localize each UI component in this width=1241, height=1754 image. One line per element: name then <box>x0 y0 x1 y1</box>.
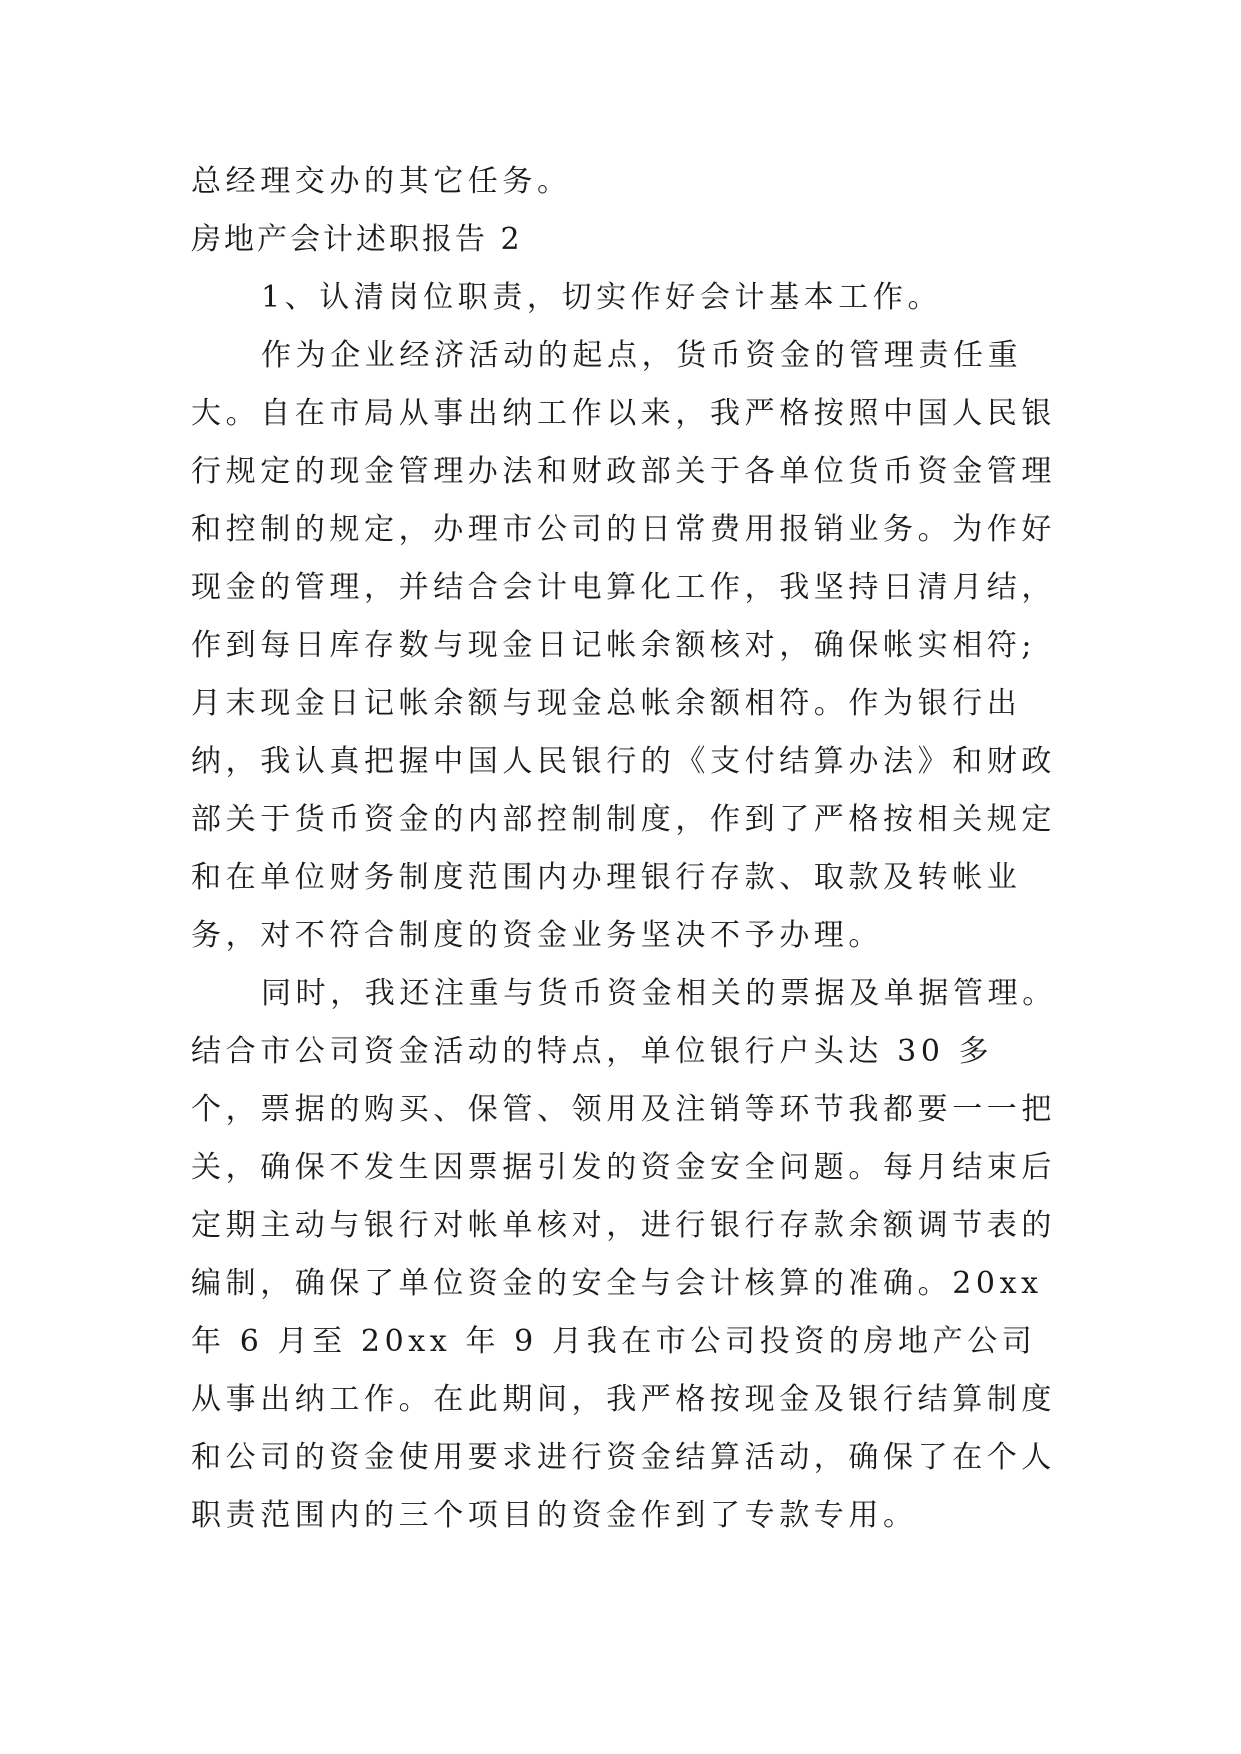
section-title: 房地产会计述职报告 2 <box>191 222 523 257</box>
document-body <box>191 153 1061 1545</box>
paragraph-cash-management: 作为企业经济活动的起点，货币资金的管理责任重大。自在市局从事出纳工作以来，我严格按照中国人民银行规定的现金管理办法和财政部关于各单位货币资金管理和控制的规定，办理市公司的日常费用报销业务。为作好现金的管理，并结合会计电算化工作，我坚持日清月结，作到每日库存数与现金日记帐余额核对，确保帐实相符;月末现金日记帐余额与现金总帐余额相符。作为银行出纳，我认真把握中国人民银行的《支付结算办法》和财政部关于货币资金的内部控制制度，作到了严格按相关规定和在单位财务制度范围内办理银行存款、取款及转帐业务，对不符合制度的资金业务坚决不予办理。 <box>191 338 1056 953</box>
paragraph-bill-management: 同时，我还注重与货币资金相关的票据及单据管理。结合市公司资金活动的特点，单位银行户头达 30 多个，票据的购买、保管、领用及注销等环节我都要一一把关，确保不发生因票据引发的资金安全问题。每月结束后定期主动与银行对帐单核对，进行银行存款余额调节表的编制，确保了单位资金的安全与会计核算的准确。20xx 年 6 月至 20xx 年 9 月我在市公司投资的房地产公司从事出纳工作。在此期间，我严格按现金及银行结算制度和公司的资金使用要求进行资金结算活动，确保了在个人职责范围内的三个项目的资金作到了专款专用。 <box>191 976 1057 1533</box>
point-heading: 1、认清岗位职责，切实作好会计基本工作。 <box>261 280 943 315</box>
carryover-line: 总经理交办的其它任务。 <box>191 164 572 199</box>
